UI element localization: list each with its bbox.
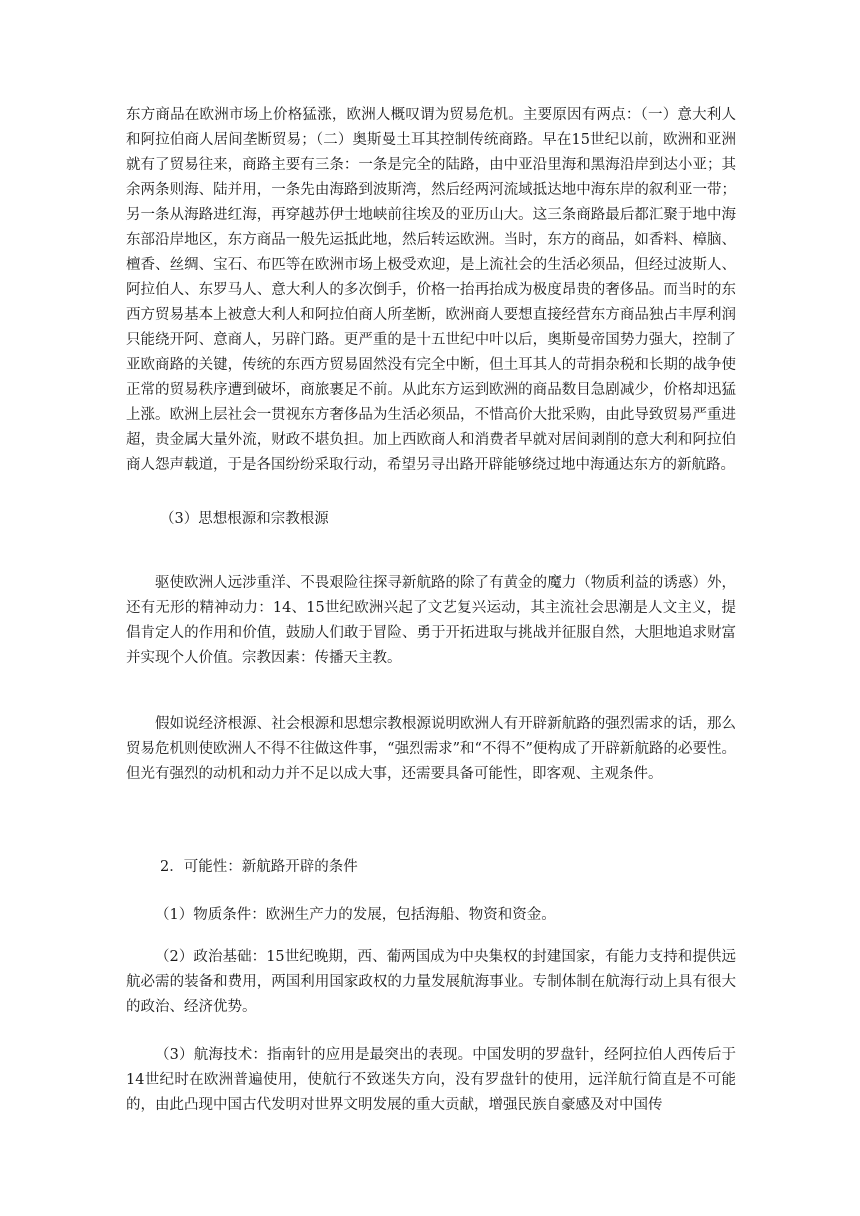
paragraph-necessity: 假如说经济根源、社会根源和思想宗教根源说明欧洲人有开辟新航路的强烈需求的话，那么贸易危机则使欧洲人不得不往做这件事，“强烈需求”和“不得不”便构成了开辟新航路的必要性。但光有强烈的动机和动力并不足以成大事，还需要具备可能性，即客观、主观条件。	[126, 716, 736, 782]
paragraph-political-basis: （2）政治基础：15世纪晚期，西、葡两国成为中央集权的封建国家，有能力支持和提供远航必需的装备和费用，两国利用国家政权的力量发展航海事业。专制体制在航海行动上具有很大的政治、经济优势。	[126, 949, 736, 1015]
paragraph-navigation-technology: （3）航海技术：指南针的应用是最突出的表现。中国发明的罗盘针，经阿拉伯人西传后于14世纪时在欧洲普遍使用，使航行不致迷失方向，没有罗盘针的使用，远洋航行简直是不可能的，由此凸现中国古代发明对世界文明发展的重大贡献，增强民族自豪感及对中国传	[126, 1047, 736, 1113]
heading-possibility-conditions: 2．可能性：新航路开辟的条件	[160, 859, 358, 875]
paragraph-material-conditions: （1）物质条件：欧洲生产力的发展，包括海船、物资和资金。	[155, 907, 556, 923]
heading-ideology-religion: （3）思想根源和宗教根源	[160, 511, 329, 527]
paragraph-trade-crisis: 东方商品在欧洲市场上价格猛涨，欧洲人概叹谓为贸易危机。主要原因有两点：（一）意大利人和阿拉伯商人居间垄断贸易；（二）奥斯曼土耳其控制传统商路。早在15世纪以前，欧洲和亚洲就有了贸易往来，商路主要有三条：一条是完全的陆路，由中亚沿里海和黑海沿岸到达小亚；其余两条则海、陆并用，一条先由海路到波斯湾，然后经两河流域抵达地中海东岸的叙利亚一带；另一条从海路进红海，再穿越苏伊士地峡前往埃及的亚历山大。这三条商路最后都汇聚于地中海东部沿岸地区，东方商品一般先运抵此地，然后转运欧洲。当时，东方的商品，如香料、樟脑、檀香、丝绸、宝石、布匹等在欧洲市场上极受欢迎，是上流社会的生活必须品，但经过波斯人、阿拉伯人、东罗马人、意大利人的多次倒手，价格一抬再抬成为极度昂贵的奢侈品。而当时的东西方贸易基本上被意大利人和阿拉伯商人所垄断，欧洲商人要想直接经营东方商品独占丰厚利润只能绕开阿、意商人，另辟门路。更严重的是十五世纪中叶以后，奥斯曼帝国势力强大，控制了亚欧商路的关键，传统的东西方贸易固然没有完全中断，但土耳其人的苛捐杂税和长期的战争使正常的贸易秩序遭到破坏，商旅裹足不前。从此东方运到欧洲的商品数目急剧减少，价格却迅猛上涨。欧洲上层社会一贯视东方奢侈品为生活必须品，不惜高价大批采购，由此导致贸易严重进超，贵金属大量外流，财政不堪负担。加上西欧商人和消费者早就对居间剥削的意大利和阿拉伯商人怨声载道，于是各国纷纷采取行动，希望另寻出路开辟能够绕过地中海通达东方的新航路。	[126, 107, 736, 473]
paragraph-spiritual-motivation: 驱使欧洲人远涉重洋、不畏艰险往探寻新航路的除了有黄金的魔力（物质利益的诱惑）外，还有无形的精神动力：14、15世纪欧洲兴起了文艺复兴运动，其主流社会思潮是人文主义，提倡肯定人的作用和价值，鼓励人们敢于冒险、勇于开拓进取与挑战并征服自然，大胆地追求财富并实现个人价值。宗教因素：传播天主教。	[126, 575, 736, 666]
